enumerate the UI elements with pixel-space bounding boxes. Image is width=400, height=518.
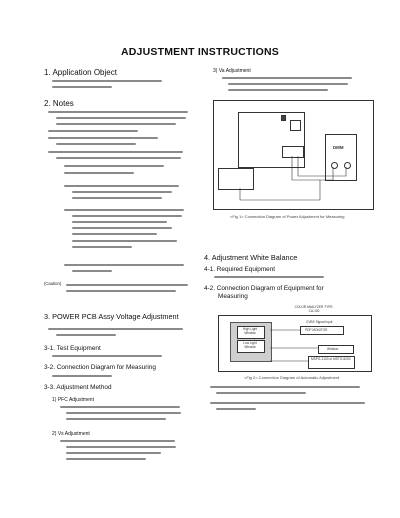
subsection-connection-diagram: 3-2. Connection Diagram for Measuring <box>44 364 156 371</box>
cvbs-label: CVBS Signal Input <box>306 320 333 324</box>
va-adjustment-heading: 3) Va Adjustment <box>213 68 251 74</box>
dmm-label: DMM <box>333 145 344 150</box>
text-line <box>210 386 360 388</box>
pfc-adjustment-heading: 1) PFC Adjustment <box>52 397 94 403</box>
fig1-caption: <Fig 1> Connection Diagram of Power Adjustment for Measuring <box>230 214 345 219</box>
page-title: ADJUSTMENT INSTRUCTIONS <box>120 46 280 58</box>
fig2-caption: <Fig 2> Connection Diagram of Automatic Adjustment <box>244 375 340 380</box>
vs-adjustment-heading: 2) Vs Adjustment <box>52 431 90 437</box>
section-notes: 2. Notes <box>44 99 74 108</box>
subsection-measuring: Measuring <box>218 293 248 300</box>
text-line <box>216 392 306 394</box>
subsection-test-equipment: 3-1. Test Equipment <box>44 345 101 352</box>
color-analyzer-label: COLOR ANALYZER TYPE: CA-100 <box>294 305 334 313</box>
text-line <box>210 402 365 404</box>
low-light-label: Low Light Window <box>243 341 257 349</box>
pdp-monitor-label: PDP MONITOR <box>305 328 328 332</box>
text-line <box>216 408 256 410</box>
section-white-balance: 4. Adjustment White Balance <box>204 253 298 262</box>
caution-label: (Caution) <box>44 281 62 286</box>
subsection-connection-diagram-equipment: 4-2. Connection Diagram of Equipment for <box>204 285 324 292</box>
subsection-adjustment-method: 3-3. Adjustment Method <box>44 384 112 391</box>
pattern-generator-label: MSPG-2100 or MSTG-5200 <box>311 357 351 361</box>
section-application-object: 1. Application Object <box>44 68 117 77</box>
subsection-required-equipment: 4-1. Required Equipment <box>204 266 276 273</box>
high-light-label: High Light Window <box>242 327 258 335</box>
window-label: Window <box>327 347 339 351</box>
section-power-pcb: 3. POWER PCB Assy Voltage Adjustment <box>44 312 179 321</box>
